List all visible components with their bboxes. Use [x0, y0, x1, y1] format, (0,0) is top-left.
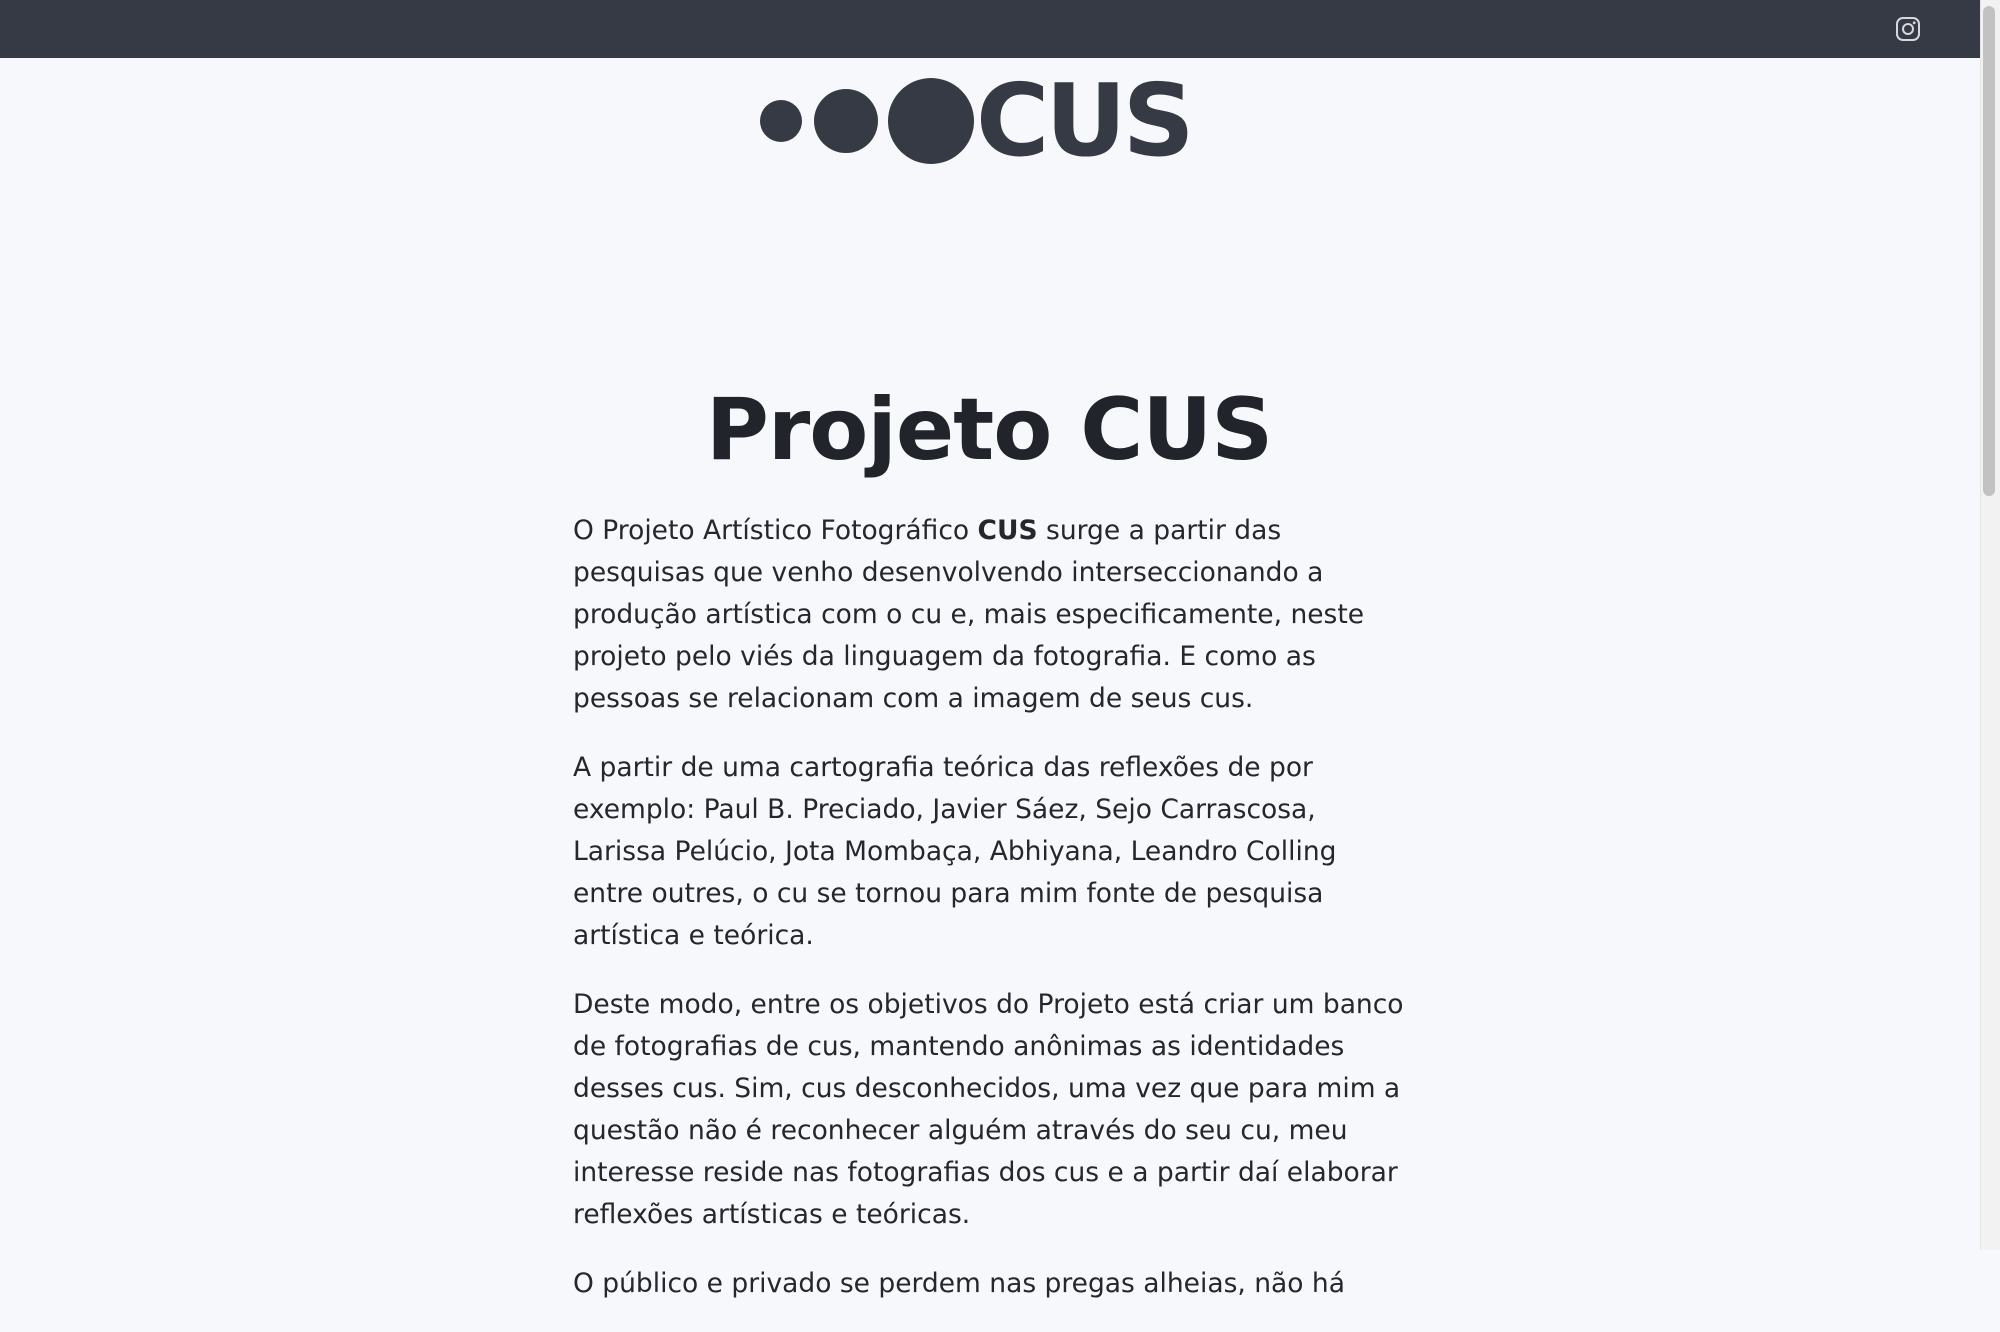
article-body [573, 510, 1405, 1332]
logo-text: CUS [976, 62, 1191, 179]
logo-dot-medium [814, 89, 878, 153]
paragraph-public-private: O público e privado se perdem nas pregas alheias, não há [573, 1268, 1345, 1299]
paragraph-intro-start: O Projeto Artístico Fotográfico [573, 515, 978, 546]
page-title: Projeto CUS [705, 380, 1273, 480]
paragraph-references: A partir de uma cartografia teórica das reflexões de por exemplo: Paul B. Preciado, Javier Sáez, Sejo Carrascosa, Larissa Pelúcio, Jota Mombaça, Abhiyana, Leandro Colling entre outres, o cu se tornou para mim fonte de pesquisa artística e teórica. [573, 752, 1337, 951]
paragraph-intro-end: surge a partir das pesquisas que venho desenvolvendo interseccionando a produção artística com o cu e, mais especificamente, neste projeto pelo viés da linguagem da fotografia. E como as pessoas se relacionam com a imagem de seus cus. [573, 515, 1365, 714]
paragraph-objectives: Deste modo, entre os objetivos do Projeto está criar um banco de fotografias de cus, mantendo anônimas as identidades desses cus. Sim, cus desconhecidos, uma vez que para mim a questão não é reconhecer alguém através do seu cu, meu interesse reside nas fotografias dos cus e a partir daí elaborar reflexões artísticas e teóricas. [573, 989, 1404, 1230]
paragraph-intro [573, 510, 1405, 720]
scrollbar-thumb[interactable] [1983, 6, 1995, 496]
top-bar [0, 0, 1980, 58]
logo-dot-large [888, 78, 974, 164]
logo-dot-small [760, 100, 802, 142]
paragraph-intro-bold: CUS [977, 515, 1038, 546]
instagram-icon[interactable] [1895, 16, 1921, 42]
site-logo[interactable] [760, 62, 1222, 179]
